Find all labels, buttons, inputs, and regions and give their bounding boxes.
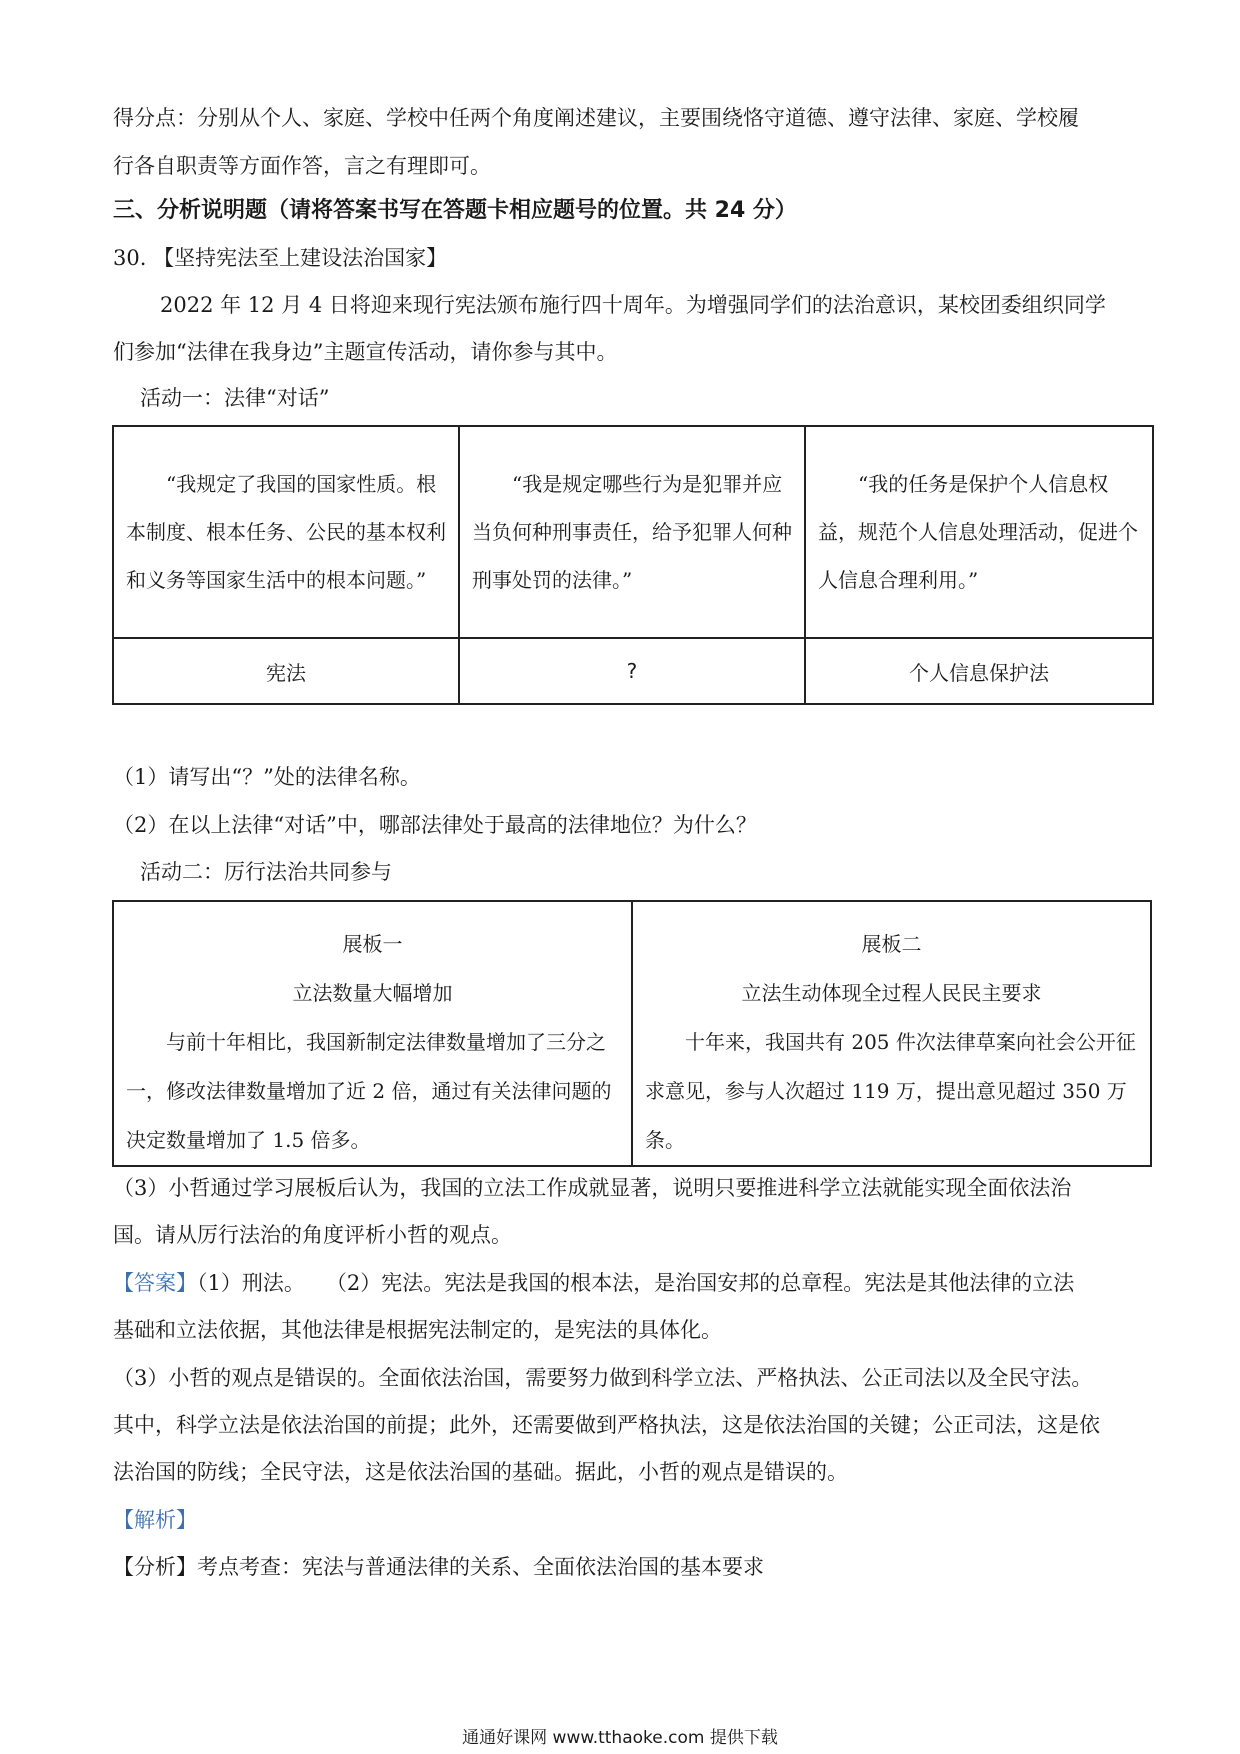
board-two-body: 十年来，我国共有 205 件次法律草案向社会公开征求意见，参与人次超过 119 万，提出意见超过 350 万条。: [645, 1030, 1136, 1152]
law-dialogue-table: [112, 425, 1154, 705]
table-cell-criminal-law-quote: [459, 426, 805, 638]
answer-tag: 【答案】: [113, 1271, 197, 1295]
scoring-note-line-2: 行各自职责等方面作答，言之有理即可。: [113, 154, 491, 178]
analysis-line: 【分析】考点考查：宪法与普通法律的关系、全面依法治国的基本要求: [113, 1555, 764, 1579]
table-cell-constitution-quote: [113, 426, 459, 638]
scoring-note-line-1: 得分点：分别从个人、家庭、学校中任两个角度阐述建议，主要围绕恪守道德、遵守法律、家庭、学校履: [113, 106, 1079, 130]
question-30-intro-line-1: 2022 年 12 月 4 日将迎来现行宪法颁布施行四十周年。为增强同学们的法治意识，某校团委组织同学: [160, 293, 1106, 317]
criminal-law-quote-text: “我是规定哪些行为是犯罪并应当负何种刑事责任，给予犯罪人何种刑事处罚的法律。”: [471, 472, 792, 592]
question-30-title: 30. 【坚持宪法至上建设法治国家】: [113, 246, 448, 270]
law-name-unknown: ?: [459, 638, 805, 704]
question-30-intro-line-2: 们参加“法律在我身边”主题宣传活动，请你参与其中。: [113, 340, 618, 364]
sub-question-2: （2）在以上法律“对话”中，哪部法律处于最高的法律地位？为什么？: [113, 813, 757, 837]
table-cell-privacy-law-quote: [805, 426, 1153, 638]
answer-line-3: （3）小哲的观点是错误的。全面依法治国，需要努力做到科学立法、严格执法、公正司法以及全民守法。: [113, 1366, 1093, 1390]
activity-1-label: 活动一：法律“对话”: [140, 386, 330, 410]
sub-question-1: （1）请写出“？”处的法律名称。: [113, 765, 421, 789]
exhibition-boards-table: [112, 900, 1152, 1167]
board-two-heading: 立法生动体现全过程人民民主要求: [741, 981, 1042, 1005]
section-title: 三、分析说明题（请将答案书写在答题卡相应题号的位置。共 24 分）: [113, 198, 797, 223]
constitution-quote-text: “我规定了我国的国家性质。根本制度、根本任务、公民的基本权利和义务等国家生活中的根本问题。”: [126, 472, 446, 592]
board-one-title: 展板一: [342, 932, 403, 956]
board-two: [632, 901, 1151, 1166]
answer-line-5: 法治国的防线；全民守法，这是依法治国的基础。据此，小哲的观点是错误的。: [113, 1460, 848, 1484]
answer-line-4: 其中，科学立法是依法治国的前提；此外，还需要做到严格执法，这是依法治国的关键；公正司法，这是依: [113, 1413, 1100, 1437]
board-one: [113, 901, 632, 1166]
sub-question-3-line-1: （3）小哲通过学习展板后认为，我国的立法工作成就显著，说明只要推进科学立法就能实现全面依法治: [113, 1176, 1072, 1200]
board-two-title: 展板二: [861, 932, 922, 956]
activity-2-label: 活动二：厉行法治共同参与: [140, 860, 392, 884]
answer-line-1-text: （1）刑法。 （2）宪法。宪法是我国的根本法，是治国安邦的总章程。宪法是其他法律的立法: [197, 1271, 1075, 1295]
answer-line-2: 基础和立法依据，其他法律是根据宪法制定的，是宪法的具体化。: [113, 1318, 722, 1342]
board-one-heading: 立法数量大幅增加: [292, 981, 453, 1005]
law-name-privacy: 个人信息保护法: [805, 638, 1153, 704]
law-name-constitution: 宪法: [113, 638, 459, 704]
page-footer: 通通好课网 www.tthaoke.com 提供下载: [462, 1728, 778, 1748]
privacy-law-quote-text: “我的任务是保护个人信息权益，规范个人信息处理活动，促进个人信息合理利用。”: [817, 472, 1138, 592]
board-one-body: 与前十年相比，我国新制定法律数量增加了三分之一，修改法律数量增加了近 2 倍，通过有关法律问题的决定数量增加了 1.5 倍多。: [126, 1030, 612, 1152]
sub-question-3-line-2: 国。请从厉行法治的角度评析小哲的观点。: [113, 1223, 512, 1247]
analysis-tag: 【解析】: [113, 1508, 197, 1532]
answer-line-1: [113, 1269, 1133, 1297]
